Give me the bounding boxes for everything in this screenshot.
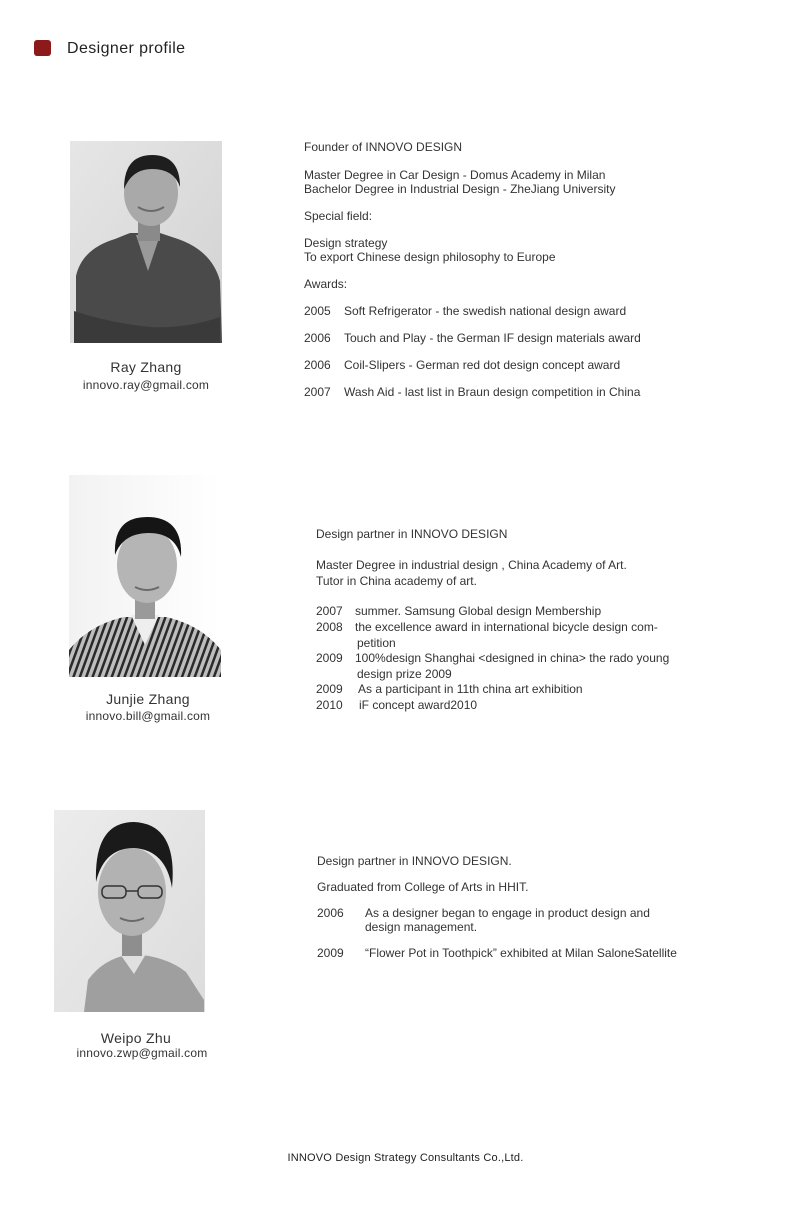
- award-year: 2009: [317, 946, 344, 960]
- bio-degree: Bachelor Degree in Industrial Design - ZheJiang University: [304, 182, 616, 196]
- award-text: As a participant in 11th china art exhibition: [358, 682, 583, 696]
- award-item: [317, 906, 650, 920]
- designer-bio: [304, 140, 641, 399]
- award-text: design prize 2009: [357, 667, 452, 681]
- award-item: [316, 698, 627, 714]
- bio-education: Graduated from College of Arts in HHIT.: [317, 880, 529, 894]
- designer-email[interactable]: innovo.ray@gmail.com: [82, 378, 210, 392]
- designer-name: Weipo Zhu: [100, 1030, 172, 1046]
- award-year: 2009: [316, 682, 343, 696]
- designer-email[interactable]: innovo.bill@gmail.com: [85, 709, 211, 723]
- award-item: [304, 358, 621, 372]
- award-year: 2007: [316, 604, 343, 618]
- award-year: 2007: [304, 385, 331, 399]
- bio-awards-label: Awards:: [304, 277, 348, 291]
- award-text: design management.: [365, 920, 478, 934]
- award-item: [304, 304, 627, 318]
- award-text: iF concept award2010: [359, 698, 478, 712]
- portrait-photo-ray-zhang: [70, 141, 222, 343]
- award-item: [316, 651, 670, 667]
- award-text: Coil-Slipers - German red dot design concept award: [344, 358, 621, 372]
- designer-bio: [317, 854, 677, 960]
- award-continuation: [316, 667, 627, 682]
- award-item: [304, 331, 641, 345]
- award-continuation: [317, 920, 528, 934]
- bio-special-field: Design strategy: [304, 236, 388, 250]
- bio-role: Founder of INNOVO DESIGN: [304, 140, 463, 154]
- page-title: Designer profile: [67, 40, 186, 57]
- designer-bio: [316, 527, 670, 714]
- portrait-photo-weipo-zhu: [54, 810, 205, 1012]
- award-text: petition: [357, 636, 396, 650]
- bio-degree: Master Degree in Car Design - Domus Academy in Milan: [304, 168, 606, 182]
- award-text: the excellence award in international bicycle design com-: [355, 620, 658, 634]
- bio-role: Design partner in INNOVO DESIGN: [316, 527, 508, 541]
- award-text: Soft Refrigerator - the swedish national design award: [344, 304, 627, 318]
- award-item: [304, 385, 641, 399]
- bio-special-label: Special field:: [304, 209, 373, 223]
- award-item: [316, 620, 658, 636]
- award-continuation: [316, 636, 627, 651]
- award-year: 2006: [317, 906, 344, 920]
- bio-special-field: To export Chinese design philosophy to Europe: [304, 250, 556, 264]
- award-year: 2008: [316, 620, 343, 634]
- designer-name: Junjie Zhang: [106, 691, 190, 707]
- designer-email[interactable]: innovo.zwp@gmail.com: [76, 1046, 208, 1060]
- award-text: “Flower Pot in Toothpick” exhibited at Milan SaloneSatellite: [365, 946, 677, 960]
- bio-degree: Master Degree in industrial design , China Academy of Art.: [316, 558, 627, 572]
- award-text: Wash Aid - last list in Braun design competition in China: [344, 385, 641, 399]
- award-item: [317, 946, 677, 960]
- award-text: summer. Samsung Global design Membership: [355, 604, 602, 618]
- portrait-photo-junjie-zhang: [69, 475, 221, 677]
- award-year: 2005: [304, 304, 331, 318]
- award-year: 2010: [316, 698, 343, 712]
- award-year: 2006: [304, 358, 331, 372]
- award-year: 2006: [304, 331, 331, 345]
- award-text: 100%design Shanghai <designed in china> the rado young: [355, 651, 670, 665]
- footer-company-name: INNOVO Design Strategy Consultants Co.,Ltd.: [287, 1152, 524, 1164]
- designer-name: Ray Zhang: [110, 359, 182, 375]
- award-item: [316, 604, 627, 620]
- bio-degree: Tutor in China academy of art.: [316, 574, 477, 588]
- bio-role: Design partner in INNOVO DESIGN.: [317, 854, 512, 868]
- award-text: Touch and Play - the German IF design materials award: [344, 331, 641, 345]
- award-item: [316, 682, 627, 698]
- award-year: 2009: [316, 651, 343, 665]
- award-text: As a designer began to engage in product design and: [365, 906, 650, 920]
- section-marker: [34, 40, 51, 56]
